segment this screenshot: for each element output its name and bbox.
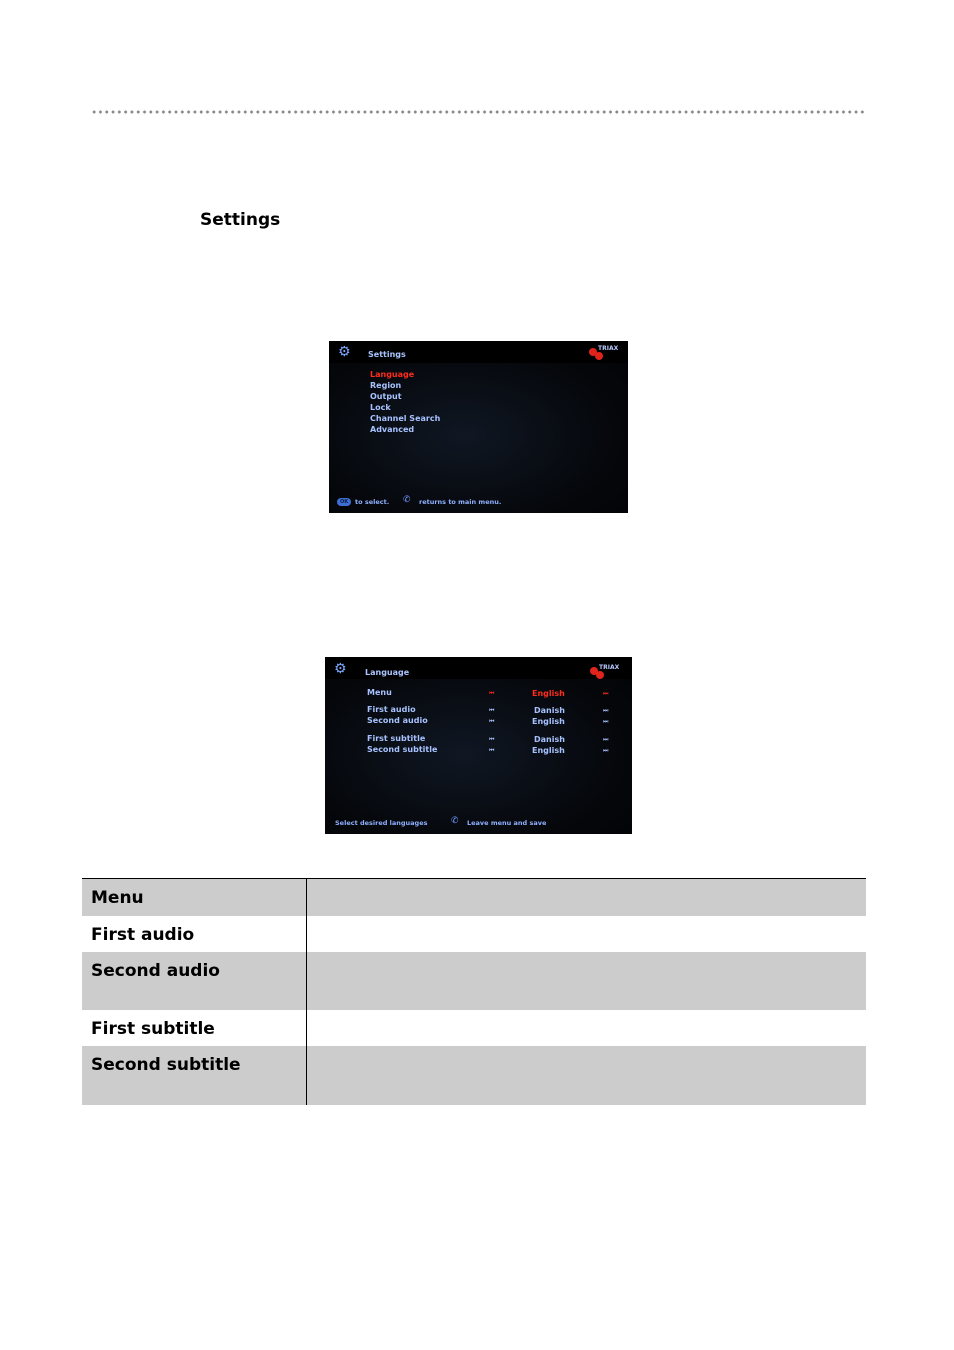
phone-icon: ✆	[451, 816, 459, 826]
skip-prev-icon[interactable]: ⏮	[489, 690, 495, 697]
table-row-description	[307, 916, 866, 952]
triax-logo: TRIAX	[589, 345, 619, 359]
table-row	[82, 1046, 866, 1105]
skip-prev-icon[interactable]: ⏮	[489, 707, 495, 714]
table-row-description	[307, 1046, 866, 1105]
skip-next-icon[interactable]: ⏭	[603, 747, 609, 754]
footer-select-hint: to select.	[355, 498, 390, 506]
menu-item-language[interactable]: Language	[370, 370, 415, 379]
language-row-label-second-audio: Second audio	[367, 716, 428, 725]
table-row-description	[307, 879, 866, 916]
language-row-label-second-subtitle: Second subtitle	[367, 745, 438, 754]
skip-next-icon[interactable]: ⏭	[603, 707, 609, 714]
screen-title: Settings	[368, 350, 406, 359]
table-row	[82, 879, 866, 916]
menu-item-advanced[interactable]: Advanced	[370, 425, 415, 434]
table-row-description	[307, 952, 866, 1010]
table-row	[82, 1010, 866, 1046]
table-row-label: Second subtitle	[82, 1046, 307, 1105]
menu-item-region[interactable]: Region	[370, 381, 402, 390]
table-row-label: Menu	[82, 879, 307, 916]
menu-item-channel-search[interactable]: Channel Search	[370, 414, 441, 423]
ok-button-icon: OK	[337, 498, 351, 506]
screen-title: Language	[365, 668, 410, 677]
table-row	[82, 952, 866, 1010]
language-row-value-menu[interactable]: English	[532, 689, 565, 698]
skip-prev-icon[interactable]: ⏮	[489, 747, 495, 754]
skip-prev-icon[interactable]: ⏮	[489, 736, 495, 743]
footer-leave-hint: Leave menu and save	[467, 819, 547, 827]
language-settings-table	[82, 878, 866, 1105]
skip-next-icon[interactable]: ⏭	[603, 718, 609, 725]
section-heading: Settings	[200, 210, 281, 230]
settings-menu-screenshot	[329, 341, 628, 513]
table-row-label: Second audio	[82, 952, 307, 1010]
language-row-label-menu: Menu	[367, 688, 392, 697]
language-row-value-first-subtitle[interactable]: Danish	[534, 735, 565, 744]
footer-return-hint: returns to main menu.	[419, 498, 502, 506]
triax-logo: TRIAX	[590, 664, 620, 678]
menu-item-output[interactable]: Output	[370, 392, 402, 401]
language-row-label-first-subtitle: First subtitle	[367, 734, 426, 743]
table-row-label: First subtitle	[82, 1010, 307, 1046]
table-row-label: First audio	[82, 916, 307, 952]
menu-item-lock[interactable]: Lock	[370, 403, 391, 412]
language-row-value-second-audio[interactable]: English	[532, 717, 565, 726]
table-row-description	[307, 1010, 866, 1046]
language-row-value-second-subtitle[interactable]: English	[532, 746, 565, 755]
footer-select-hint: Select desired languages	[335, 819, 428, 827]
table-row	[82, 916, 866, 952]
language-menu-screenshot	[325, 657, 632, 834]
gear-icon: ⚙	[338, 344, 351, 360]
skip-prev-icon[interactable]: ⏮	[489, 718, 495, 725]
language-row-value-first-audio[interactable]: Danish	[534, 706, 565, 715]
language-row-label-first-audio: First audio	[367, 705, 416, 714]
phone-icon: ✆	[403, 495, 411, 505]
skip-next-icon[interactable]: ⏭	[603, 736, 609, 743]
skip-next-icon[interactable]: ⏭	[603, 690, 609, 697]
dotted-divider	[91, 110, 865, 114]
gear-icon: ⚙	[334, 661, 347, 677]
